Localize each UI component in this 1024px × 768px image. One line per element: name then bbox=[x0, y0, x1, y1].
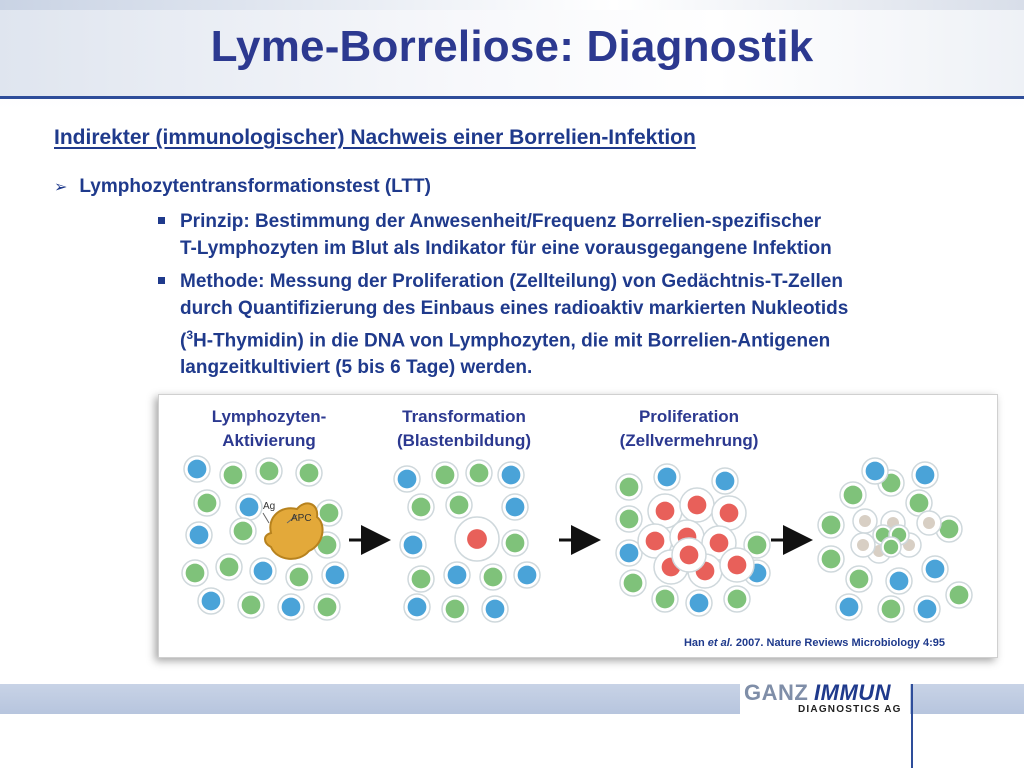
logo-immun: IMMUN bbox=[814, 680, 892, 705]
label-transformation-line2: (Blastenbildung) bbox=[396, 431, 532, 450]
lymphocyte-cell-icon bbox=[194, 490, 220, 516]
lymphocyte-cell-icon bbox=[616, 506, 642, 532]
blast-cell-icon bbox=[455, 517, 499, 561]
lymphocyte-cell-icon bbox=[846, 566, 872, 592]
section-subheading: Indirekter (immunologischer) Nachweis einer Borrelien-Infektion bbox=[54, 126, 696, 149]
slide-title: Lyme-Borreliose: Diagnostik bbox=[210, 22, 814, 71]
label-proliferation-line2: (Zellvermehrung) bbox=[619, 431, 759, 450]
lymphocyte-cell-icon bbox=[198, 588, 224, 614]
label-transformation bbox=[364, 405, 564, 453]
paren-open: ( bbox=[180, 330, 187, 352]
citation-rest: 2007. Nature Reviews Microbiology 4:95 bbox=[732, 637, 945, 649]
lymphocyte-cell-icon bbox=[514, 562, 540, 588]
lymphocyte-cell-icon bbox=[184, 456, 210, 482]
label-proliferation bbox=[589, 405, 789, 453]
memory-cell-icon bbox=[851, 533, 875, 557]
lymphocyte-cell-icon bbox=[862, 458, 888, 484]
lymphocyte-cell-icon bbox=[230, 518, 256, 544]
lymphocyte-cell-icon bbox=[840, 482, 866, 508]
lymphocyte-cell-icon bbox=[182, 560, 208, 586]
ltt-figure bbox=[158, 394, 998, 658]
lymphocyte-cell-icon bbox=[686, 590, 712, 616]
memory-cell-icon bbox=[917, 511, 941, 535]
lymphocyte-cell-icon bbox=[912, 462, 938, 488]
lymphocyte-cell-icon bbox=[444, 562, 470, 588]
lymphocyte-cell-icon bbox=[922, 556, 948, 582]
lymphocyte-cell-icon bbox=[502, 530, 528, 556]
lymphocyte-cell-icon bbox=[652, 586, 678, 612]
memory-cell-icon bbox=[853, 509, 877, 533]
lymphocyte-cell-icon bbox=[394, 466, 420, 492]
lymphocyte-cell-icon bbox=[620, 570, 646, 596]
label-activation bbox=[169, 405, 369, 453]
lymphocyte-cell-icon bbox=[408, 566, 434, 592]
label-transformation-line1: Transformation bbox=[402, 407, 526, 426]
bullet-ltt bbox=[54, 176, 431, 198]
lymphocyte-cell-icon bbox=[818, 512, 844, 538]
lymphocyte-cell-icon bbox=[498, 462, 524, 488]
citation-italic: et al. bbox=[707, 637, 733, 649]
lymphocyte-cell-icon bbox=[724, 586, 750, 612]
lymphocyte-cell-icon bbox=[712, 468, 738, 494]
lymphocyte-cell-icon bbox=[446, 492, 472, 518]
lymphocyte-cell-icon bbox=[296, 460, 322, 486]
proliferating-cell-icon bbox=[680, 488, 714, 522]
lymphocyte-cell-icon bbox=[314, 594, 340, 620]
lymphocyte-cell-icon bbox=[432, 462, 458, 488]
lymphocyte-cell-icon bbox=[442, 596, 468, 622]
label-proliferation-line1: Proliferation bbox=[638, 407, 740, 426]
lymphocyte-cell-icon bbox=[322, 562, 348, 588]
sub-bullet-prinzip bbox=[158, 208, 1008, 262]
lymphocyte-cell-icon bbox=[250, 558, 276, 584]
lymphocyte-cell-icon bbox=[914, 596, 940, 622]
ag-pointer bbox=[263, 513, 269, 523]
sub-bullet-prinzip-line2: T-Lymphozyten im Blut als Indikator für eine vorausgegangene Infektion bbox=[180, 238, 832, 259]
lymphocyte-cell-icon bbox=[286, 564, 312, 590]
apc-annotation: APC bbox=[291, 513, 312, 524]
logo-diagnostics: DIAGNOSTICS AG bbox=[798, 704, 902, 715]
lymphocyte-cell-icon bbox=[220, 462, 246, 488]
proliferating-cell-icon bbox=[720, 548, 754, 582]
lymphocyte-cell-icon bbox=[502, 494, 528, 520]
label-activation-line2: Aktivierung bbox=[222, 431, 316, 450]
lymphocyte-cell-icon bbox=[466, 460, 492, 486]
lymphocyte-cell-icon bbox=[186, 522, 212, 548]
lymphocyte-cell-icon bbox=[881, 537, 901, 557]
lymphocyte-cell-icon bbox=[886, 568, 912, 594]
figure-citation bbox=[684, 637, 945, 649]
bullet-ltt-text: Lymphozytentransformationstest (LTT) bbox=[79, 176, 431, 197]
lymphocyte-cell-icon bbox=[236, 494, 262, 520]
citation-prefix: Han bbox=[683, 637, 708, 649]
sub-bullet-methode-line3 bbox=[180, 322, 1008, 354]
lymphocyte-cell-icon bbox=[404, 594, 430, 620]
sub-bullet-prinzip-line1: Prinzip: Bestimmung der Anwesenheit/Frequenz Borrelien-spezifischer bbox=[180, 211, 822, 232]
lymphocyte-cell-icon bbox=[654, 464, 680, 490]
sub-bullet-methode-line2: durch Quantifizierung des Einbaus eines radioaktiv markierten Nukleotids bbox=[180, 298, 849, 319]
lymphocyte-cell-icon bbox=[408, 494, 434, 520]
square-bullet-icon bbox=[158, 217, 165, 224]
lymphocyte-cell-icon bbox=[818, 546, 844, 572]
isotope-superscript: 3 bbox=[186, 328, 194, 342]
lymphocyte-cell-icon bbox=[256, 458, 282, 484]
footer-divider bbox=[911, 684, 913, 768]
ag-annotation: Ag bbox=[263, 501, 276, 512]
lymphocyte-cell-icon bbox=[238, 592, 264, 618]
label-activation-line1: Lymphozyten- bbox=[211, 407, 327, 426]
company-logo bbox=[740, 676, 910, 720]
lymphocyte-cell-icon bbox=[216, 554, 242, 580]
proliferating-cell-icon bbox=[712, 496, 746, 530]
lymphocyte-cell-icon bbox=[616, 474, 642, 500]
proliferating-cell-icon bbox=[672, 538, 706, 572]
line3-rest: H-Thymidin) in die DNA von Lymphozyten, die mit Borrelien-Antigenen bbox=[193, 330, 831, 352]
lymphocyte-cell-icon bbox=[278, 594, 304, 620]
logo-ganz: GANZ bbox=[744, 680, 809, 705]
lymphocyte-cell-icon bbox=[480, 564, 506, 590]
sub-bullet-methode-line1: Methode: Messung der Proliferation (Zellteilung) von Gedächtnis-T-Zellen bbox=[180, 271, 843, 292]
lymphocyte-cell-icon bbox=[878, 596, 904, 622]
lymphocyte-cell-icon bbox=[836, 594, 862, 620]
square-bullet-icon bbox=[158, 277, 165, 284]
lymphocyte-cell-icon bbox=[482, 596, 508, 622]
lymphocyte-cell-icon bbox=[946, 582, 972, 608]
arrow-bullet-icon: ➢ bbox=[54, 179, 68, 196]
sub-bullet-methode-line4: langzeitkultiviert (5 bis 6 Tage) werden. bbox=[180, 357, 533, 379]
sub-bullet-methode bbox=[158, 268, 1008, 381]
lymphocyte-cell-icon bbox=[400, 532, 426, 558]
